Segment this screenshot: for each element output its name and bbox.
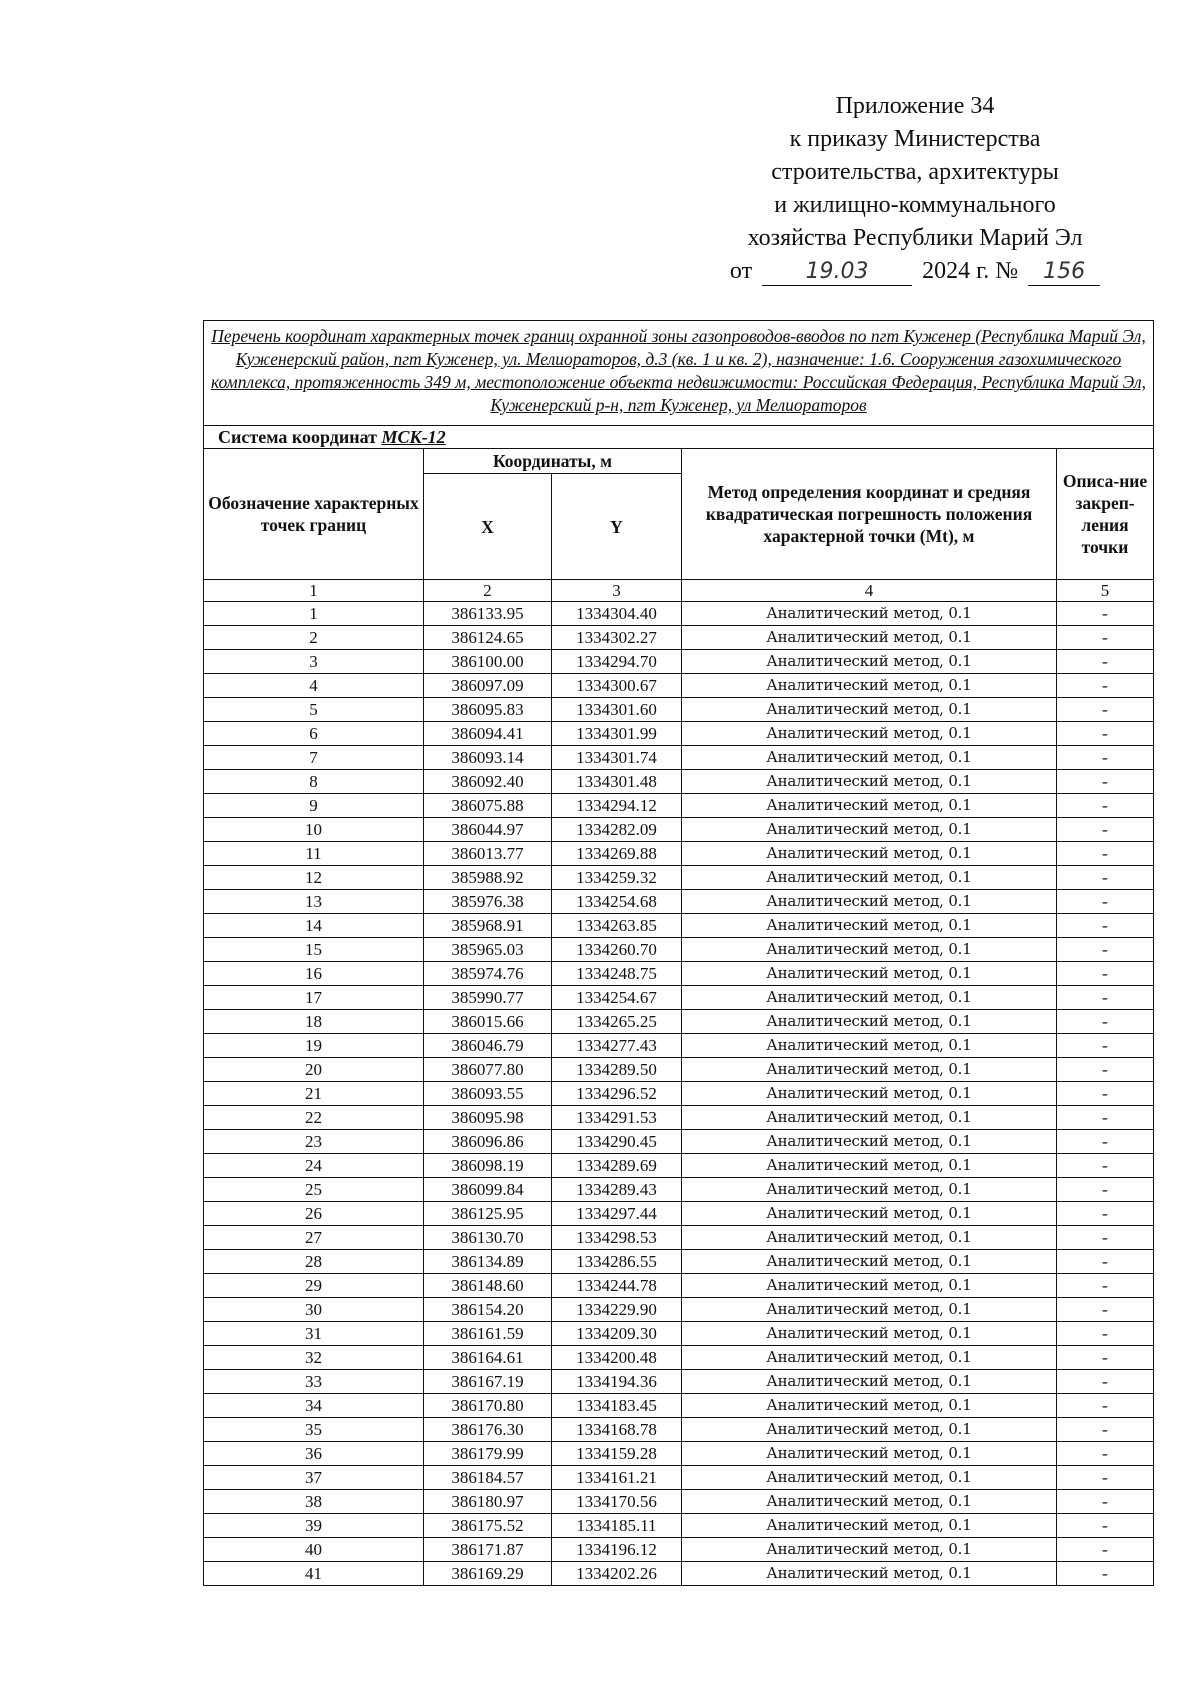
coordinate-system-label: Система координат: [218, 427, 377, 447]
x-coordinate-cell: 386013.77: [424, 842, 552, 866]
method-cell: Аналитический метод, 0.1: [682, 1394, 1057, 1418]
table-row: [204, 746, 1154, 770]
method-cell: Аналитический метод, 0.1: [682, 650, 1057, 674]
column-number: 3: [552, 580, 682, 602]
x-coordinate-cell: 386176.30: [424, 1418, 552, 1442]
y-coordinate-cell: 1334183.45: [552, 1394, 682, 1418]
table-row: [204, 866, 1154, 890]
description-cell: -: [1057, 866, 1154, 890]
point-number-cell: 1: [204, 602, 424, 626]
header-x: X: [424, 474, 552, 580]
point-number-cell: 23: [204, 1130, 424, 1154]
y-coordinate-cell: 1334304.40: [552, 602, 682, 626]
x-coordinate-cell: 385990.77: [424, 986, 552, 1010]
x-coordinate-cell: 386046.79: [424, 1034, 552, 1058]
y-coordinate-cell: 1334200.48: [552, 1346, 682, 1370]
point-number-cell: 21: [204, 1082, 424, 1106]
description-cell: -: [1057, 938, 1154, 962]
point-number-cell: 24: [204, 1154, 424, 1178]
method-cell: Аналитический метод, 0.1: [682, 1058, 1057, 1082]
y-coordinate-cell: 1334159.28: [552, 1442, 682, 1466]
handwritten-date: 19.03: [762, 259, 912, 286]
table-row: [204, 722, 1154, 746]
x-coordinate-cell: 386095.83: [424, 698, 552, 722]
description-cell: -: [1057, 1130, 1154, 1154]
table-row: [204, 1490, 1154, 1514]
y-coordinate-cell: 1334269.88: [552, 842, 682, 866]
point-number-cell: 32: [204, 1346, 424, 1370]
point-number-cell: 33: [204, 1370, 424, 1394]
method-cell: Аналитический метод, 0.1: [682, 698, 1057, 722]
description-cell: -: [1057, 1082, 1154, 1106]
method-cell: Аналитический метод, 0.1: [682, 1370, 1057, 1394]
x-coordinate-cell: 386095.98: [424, 1106, 552, 1130]
point-number-cell: 41: [204, 1562, 424, 1586]
table-row: [204, 1322, 1154, 1346]
coordinate-system-value: МСК-12: [381, 427, 446, 447]
coordinates-table: [203, 320, 1154, 1586]
x-coordinate-cell: 386125.95: [424, 1202, 552, 1226]
x-coordinate-cell: 385965.03: [424, 938, 552, 962]
description-cell: -: [1057, 698, 1154, 722]
handwritten-order-number: 156: [1028, 259, 1100, 286]
x-coordinate-cell: 386096.86: [424, 1130, 552, 1154]
description-cell: -: [1057, 1298, 1154, 1322]
table-row: [204, 794, 1154, 818]
description-cell: -: [1057, 1226, 1154, 1250]
method-cell: Аналитический метод, 0.1: [682, 794, 1057, 818]
description-cell: -: [1057, 1034, 1154, 1058]
y-coordinate-cell: 1334170.56: [552, 1490, 682, 1514]
x-coordinate-cell: 386100.00: [424, 650, 552, 674]
description-cell: -: [1057, 890, 1154, 914]
description-cell: -: [1057, 1370, 1154, 1394]
table-body: [204, 602, 1154, 1586]
method-cell: Аналитический метод, 0.1: [682, 674, 1057, 698]
table-row: [204, 1562, 1154, 1586]
y-coordinate-cell: 1334196.12: [552, 1538, 682, 1562]
table-row: [204, 1466, 1154, 1490]
point-number-cell: 15: [204, 938, 424, 962]
header-coords: Координаты, м: [424, 449, 682, 474]
method-cell: Аналитический метод, 0.1: [682, 1466, 1057, 1490]
y-coordinate-cell: 1334301.74: [552, 746, 682, 770]
x-coordinate-cell: 386179.99: [424, 1442, 552, 1466]
table-row: [204, 770, 1154, 794]
x-coordinate-cell: 386098.19: [424, 1154, 552, 1178]
description-cell: -: [1057, 1442, 1154, 1466]
point-number-cell: 6: [204, 722, 424, 746]
description-cell: -: [1057, 1394, 1154, 1418]
method-cell: Аналитический метод, 0.1: [682, 1442, 1057, 1466]
method-cell: Аналитический метод, 0.1: [682, 914, 1057, 938]
appendix-header: [700, 90, 1130, 288]
x-coordinate-cell: 386093.55: [424, 1082, 552, 1106]
method-cell: Аналитический метод, 0.1: [682, 1514, 1057, 1538]
y-coordinate-cell: 1334289.43: [552, 1178, 682, 1202]
description-cell: -: [1057, 650, 1154, 674]
x-coordinate-cell: 386077.80: [424, 1058, 552, 1082]
table-row: [204, 890, 1154, 914]
coordinate-system: [204, 426, 1154, 449]
method-cell: Аналитический метод, 0.1: [682, 1106, 1057, 1130]
y-coordinate-cell: 1334263.85: [552, 914, 682, 938]
method-cell: Аналитический метод, 0.1: [682, 1322, 1057, 1346]
table-row: [204, 1538, 1154, 1562]
description-cell: -: [1057, 602, 1154, 626]
method-cell: Аналитический метод, 0.1: [682, 1130, 1057, 1154]
y-coordinate-cell: 1334202.26: [552, 1562, 682, 1586]
point-number-cell: 7: [204, 746, 424, 770]
x-coordinate-cell: 386175.52: [424, 1514, 552, 1538]
x-coordinate-cell: 386133.95: [424, 602, 552, 626]
table-row: [204, 818, 1154, 842]
description-cell: -: [1057, 1322, 1154, 1346]
method-cell: Аналитический метод, 0.1: [682, 1250, 1057, 1274]
header-description: Описа-ние закреп-ления точки: [1057, 449, 1154, 580]
point-number-cell: 20: [204, 1058, 424, 1082]
table-row: [204, 1034, 1154, 1058]
x-coordinate-cell: 386093.14: [424, 746, 552, 770]
y-coordinate-cell: 1334185.11: [552, 1514, 682, 1538]
header-y: Y: [552, 474, 682, 580]
description-cell: -: [1057, 1274, 1154, 1298]
x-coordinate-cell: 385988.92: [424, 866, 552, 890]
x-coordinate-cell: 386171.87: [424, 1538, 552, 1562]
point-number-cell: 9: [204, 794, 424, 818]
method-cell: Аналитический метод, 0.1: [682, 770, 1057, 794]
table-row: [204, 602, 1154, 626]
y-coordinate-cell: 1334209.30: [552, 1322, 682, 1346]
description-cell: -: [1057, 1562, 1154, 1586]
y-coordinate-cell: 1334294.12: [552, 794, 682, 818]
y-coordinate-cell: 1334291.53: [552, 1106, 682, 1130]
point-number-cell: 31: [204, 1322, 424, 1346]
header-method: Метод определения координат и средняя квадратическая погрешность положения характерной точки (Mt), м: [682, 449, 1057, 580]
table-row: [204, 650, 1154, 674]
y-coordinate-cell: 1334277.43: [552, 1034, 682, 1058]
x-coordinate-cell: 386148.60: [424, 1274, 552, 1298]
x-coordinate-cell: 386099.84: [424, 1178, 552, 1202]
y-coordinate-cell: 1334168.78: [552, 1418, 682, 1442]
description-cell: -: [1057, 794, 1154, 818]
column-number: 5: [1057, 580, 1154, 602]
y-coordinate-cell: 1334254.68: [552, 890, 682, 914]
x-coordinate-cell: 386167.19: [424, 1370, 552, 1394]
point-number-cell: 19: [204, 1034, 424, 1058]
description-cell: -: [1057, 626, 1154, 650]
point-number-cell: 26: [204, 1202, 424, 1226]
description-cell: -: [1057, 962, 1154, 986]
point-number-cell: 12: [204, 866, 424, 890]
table-row: [204, 1226, 1154, 1250]
method-cell: Аналитический метод, 0.1: [682, 1418, 1057, 1442]
description-cell: -: [1057, 746, 1154, 770]
x-coordinate-cell: 386092.40: [424, 770, 552, 794]
description-cell: -: [1057, 1514, 1154, 1538]
y-coordinate-cell: 1334289.50: [552, 1058, 682, 1082]
y-coordinate-cell: 1334248.75: [552, 962, 682, 986]
description-cell: -: [1057, 1202, 1154, 1226]
description-cell: -: [1057, 1538, 1154, 1562]
year-text: 2024 г. №: [922, 258, 1019, 284]
x-coordinate-cell: 386094.41: [424, 722, 552, 746]
method-cell: Аналитический метод, 0.1: [682, 818, 1057, 842]
point-number-cell: 16: [204, 962, 424, 986]
table-row: [204, 1418, 1154, 1442]
y-coordinate-cell: 1334244.78: [552, 1274, 682, 1298]
y-coordinate-cell: 1334286.55: [552, 1250, 682, 1274]
column-number: 1: [204, 580, 424, 602]
description-cell: -: [1057, 842, 1154, 866]
table-row: [204, 1154, 1154, 1178]
method-cell: Аналитический метод, 0.1: [682, 1562, 1057, 1586]
ministry-name-1: строительства, архитектуры: [771, 159, 1059, 185]
point-number-cell: 14: [204, 914, 424, 938]
point-number-cell: 5: [204, 698, 424, 722]
y-coordinate-cell: 1334298.53: [552, 1226, 682, 1250]
description-cell: -: [1057, 722, 1154, 746]
description-cell: -: [1057, 1490, 1154, 1514]
description-cell: -: [1057, 1154, 1154, 1178]
method-cell: Аналитический метод, 0.1: [682, 1490, 1057, 1514]
x-coordinate-cell: 386075.88: [424, 794, 552, 818]
point-number-cell: 22: [204, 1106, 424, 1130]
point-number-cell: 38: [204, 1490, 424, 1514]
table-row: [204, 1514, 1154, 1538]
table-row: [204, 674, 1154, 698]
x-coordinate-cell: 385976.38: [424, 890, 552, 914]
method-cell: Аналитический метод, 0.1: [682, 722, 1057, 746]
y-coordinate-cell: 1334301.99: [552, 722, 682, 746]
method-cell: Аналитический метод, 0.1: [682, 986, 1057, 1010]
description-cell: -: [1057, 1418, 1154, 1442]
column-number: 4: [682, 580, 1057, 602]
ministry-name-3: хозяйства Республики Марий Эл: [747, 225, 1083, 251]
y-coordinate-cell: 1334229.90: [552, 1298, 682, 1322]
method-cell: Аналитический метод, 0.1: [682, 626, 1057, 650]
y-coordinate-cell: 1334300.67: [552, 674, 682, 698]
y-coordinate-cell: 1334161.21: [552, 1466, 682, 1490]
y-coordinate-cell: 1334296.52: [552, 1082, 682, 1106]
x-coordinate-cell: 386130.70: [424, 1226, 552, 1250]
table-row: [204, 1274, 1154, 1298]
method-cell: Аналитический метод, 0.1: [682, 1202, 1057, 1226]
x-coordinate-cell: 386184.57: [424, 1466, 552, 1490]
point-number-cell: 40: [204, 1538, 424, 1562]
point-number-cell: 27: [204, 1226, 424, 1250]
table-row: [204, 1202, 1154, 1226]
y-coordinate-cell: 1334254.67: [552, 986, 682, 1010]
x-coordinate-cell: 386154.20: [424, 1298, 552, 1322]
table-row: [204, 1010, 1154, 1034]
method-cell: Аналитический метод, 0.1: [682, 1226, 1057, 1250]
table-row: [204, 1106, 1154, 1130]
table-row: [204, 1442, 1154, 1466]
y-coordinate-cell: 1334294.70: [552, 650, 682, 674]
point-number-cell: 29: [204, 1274, 424, 1298]
x-coordinate-cell: 386044.97: [424, 818, 552, 842]
method-cell: Аналитический метод, 0.1: [682, 842, 1057, 866]
y-coordinate-cell: 1334260.70: [552, 938, 682, 962]
table-row: [204, 986, 1154, 1010]
point-number-cell: 30: [204, 1298, 424, 1322]
order-reference: к приказу Министерства: [789, 126, 1041, 152]
x-coordinate-cell: 385974.76: [424, 962, 552, 986]
date-prefix: от: [729, 258, 753, 284]
method-cell: Аналитический метод, 0.1: [682, 1154, 1057, 1178]
description-cell: -: [1057, 986, 1154, 1010]
table-row: [204, 962, 1154, 986]
x-coordinate-cell: 386169.29: [424, 1562, 552, 1586]
method-cell: Аналитический метод, 0.1: [682, 866, 1057, 890]
x-coordinate-cell: 386180.97: [424, 1490, 552, 1514]
point-number-cell: 3: [204, 650, 424, 674]
method-cell: Аналитический метод, 0.1: [682, 1034, 1057, 1058]
table-row: [204, 1370, 1154, 1394]
y-coordinate-cell: 1334297.44: [552, 1202, 682, 1226]
table-row: [204, 626, 1154, 650]
header-point: Обозначение характерных точек границ: [204, 449, 424, 580]
description-cell: -: [1057, 1346, 1154, 1370]
point-number-cell: 11: [204, 842, 424, 866]
description-cell: -: [1057, 914, 1154, 938]
order-date-line: [700, 255, 1130, 288]
table-row: [204, 1250, 1154, 1274]
table-row: [204, 698, 1154, 722]
point-number-cell: 2: [204, 626, 424, 650]
x-coordinate-cell: 386161.59: [424, 1322, 552, 1346]
y-coordinate-cell: 1334194.36: [552, 1370, 682, 1394]
description-cell: -: [1057, 1250, 1154, 1274]
table-row: [204, 1082, 1154, 1106]
point-number-cell: 37: [204, 1466, 424, 1490]
description-cell: -: [1057, 674, 1154, 698]
x-coordinate-cell: 386134.89: [424, 1250, 552, 1274]
description-cell: -: [1057, 1106, 1154, 1130]
y-coordinate-cell: 1334289.69: [552, 1154, 682, 1178]
description-cell: -: [1057, 1010, 1154, 1034]
x-coordinate-cell: 385968.91: [424, 914, 552, 938]
table-row: [204, 1394, 1154, 1418]
y-coordinate-cell: 1334265.25: [552, 1010, 682, 1034]
description-cell: -: [1057, 1466, 1154, 1490]
method-cell: Аналитический метод, 0.1: [682, 1346, 1057, 1370]
description-cell: -: [1057, 1058, 1154, 1082]
y-coordinate-cell: 1334290.45: [552, 1130, 682, 1154]
method-cell: Аналитический метод, 0.1: [682, 1298, 1057, 1322]
y-coordinate-cell: 1334259.32: [552, 866, 682, 890]
description-cell: -: [1057, 770, 1154, 794]
point-number-cell: 34: [204, 1394, 424, 1418]
y-coordinate-cell: 1334302.27: [552, 626, 682, 650]
table-row: [204, 1130, 1154, 1154]
method-cell: Аналитический метод, 0.1: [682, 1010, 1057, 1034]
point-number-cell: 13: [204, 890, 424, 914]
point-number-cell: 4: [204, 674, 424, 698]
method-cell: Аналитический метод, 0.1: [682, 938, 1057, 962]
method-cell: Аналитический метод, 0.1: [682, 890, 1057, 914]
appendix-number: Приложение 34: [835, 93, 995, 119]
table-title: Перечень координат характерных точек границ охранной зоны газопроводов-вводов по пгт Кужeнер (Республика Марий Эл, Кужeнерский район, пгт Кужeнер, ул. Мелиораторов, д.3 (кв. 1 и кв. 2), назначение: 1.6. Сооружения газохимического комплекса, протяженность 349 м, местоположение объекта недвижимости: Российская Федерация, Республика Марий Эл, Кужeнерский р-н, пгт Кужeнер, ул Мелиораторов: [204, 321, 1154, 426]
method-cell: Аналитический метод, 0.1: [682, 1178, 1057, 1202]
point-number-cell: 36: [204, 1442, 424, 1466]
table-row: [204, 938, 1154, 962]
table-row: [204, 1298, 1154, 1322]
table-row: [204, 1178, 1154, 1202]
method-cell: Аналитический метод, 0.1: [682, 1082, 1057, 1106]
x-coordinate-cell: 386164.61: [424, 1346, 552, 1370]
description-cell: -: [1057, 818, 1154, 842]
method-cell: Аналитический метод, 0.1: [682, 962, 1057, 986]
point-number-cell: 10: [204, 818, 424, 842]
table-row: [204, 1058, 1154, 1082]
x-coordinate-cell: 386124.65: [424, 626, 552, 650]
table-row: [204, 914, 1154, 938]
method-cell: Аналитический метод, 0.1: [682, 746, 1057, 770]
point-number-cell: 18: [204, 1010, 424, 1034]
table-row: [204, 1346, 1154, 1370]
description-cell: -: [1057, 1178, 1154, 1202]
ministry-name-2: и жилищно-коммунального: [774, 192, 1056, 218]
column-number: 2: [424, 580, 552, 602]
table-row: [204, 842, 1154, 866]
point-number-cell: 17: [204, 986, 424, 1010]
point-number-cell: 25: [204, 1178, 424, 1202]
y-coordinate-cell: 1334282.09: [552, 818, 682, 842]
method-cell: Аналитический метод, 0.1: [682, 602, 1057, 626]
point-number-cell: 8: [204, 770, 424, 794]
y-coordinate-cell: 1334301.60: [552, 698, 682, 722]
point-number-cell: 39: [204, 1514, 424, 1538]
point-number-cell: 35: [204, 1418, 424, 1442]
point-number-cell: 28: [204, 1250, 424, 1274]
x-coordinate-cell: 386015.66: [424, 1010, 552, 1034]
method-cell: Аналитический метод, 0.1: [682, 1274, 1057, 1298]
y-coordinate-cell: 1334301.48: [552, 770, 682, 794]
x-coordinate-cell: 386097.09: [424, 674, 552, 698]
x-coordinate-cell: 386170.80: [424, 1394, 552, 1418]
method-cell: Аналитический метод, 0.1: [682, 1538, 1057, 1562]
